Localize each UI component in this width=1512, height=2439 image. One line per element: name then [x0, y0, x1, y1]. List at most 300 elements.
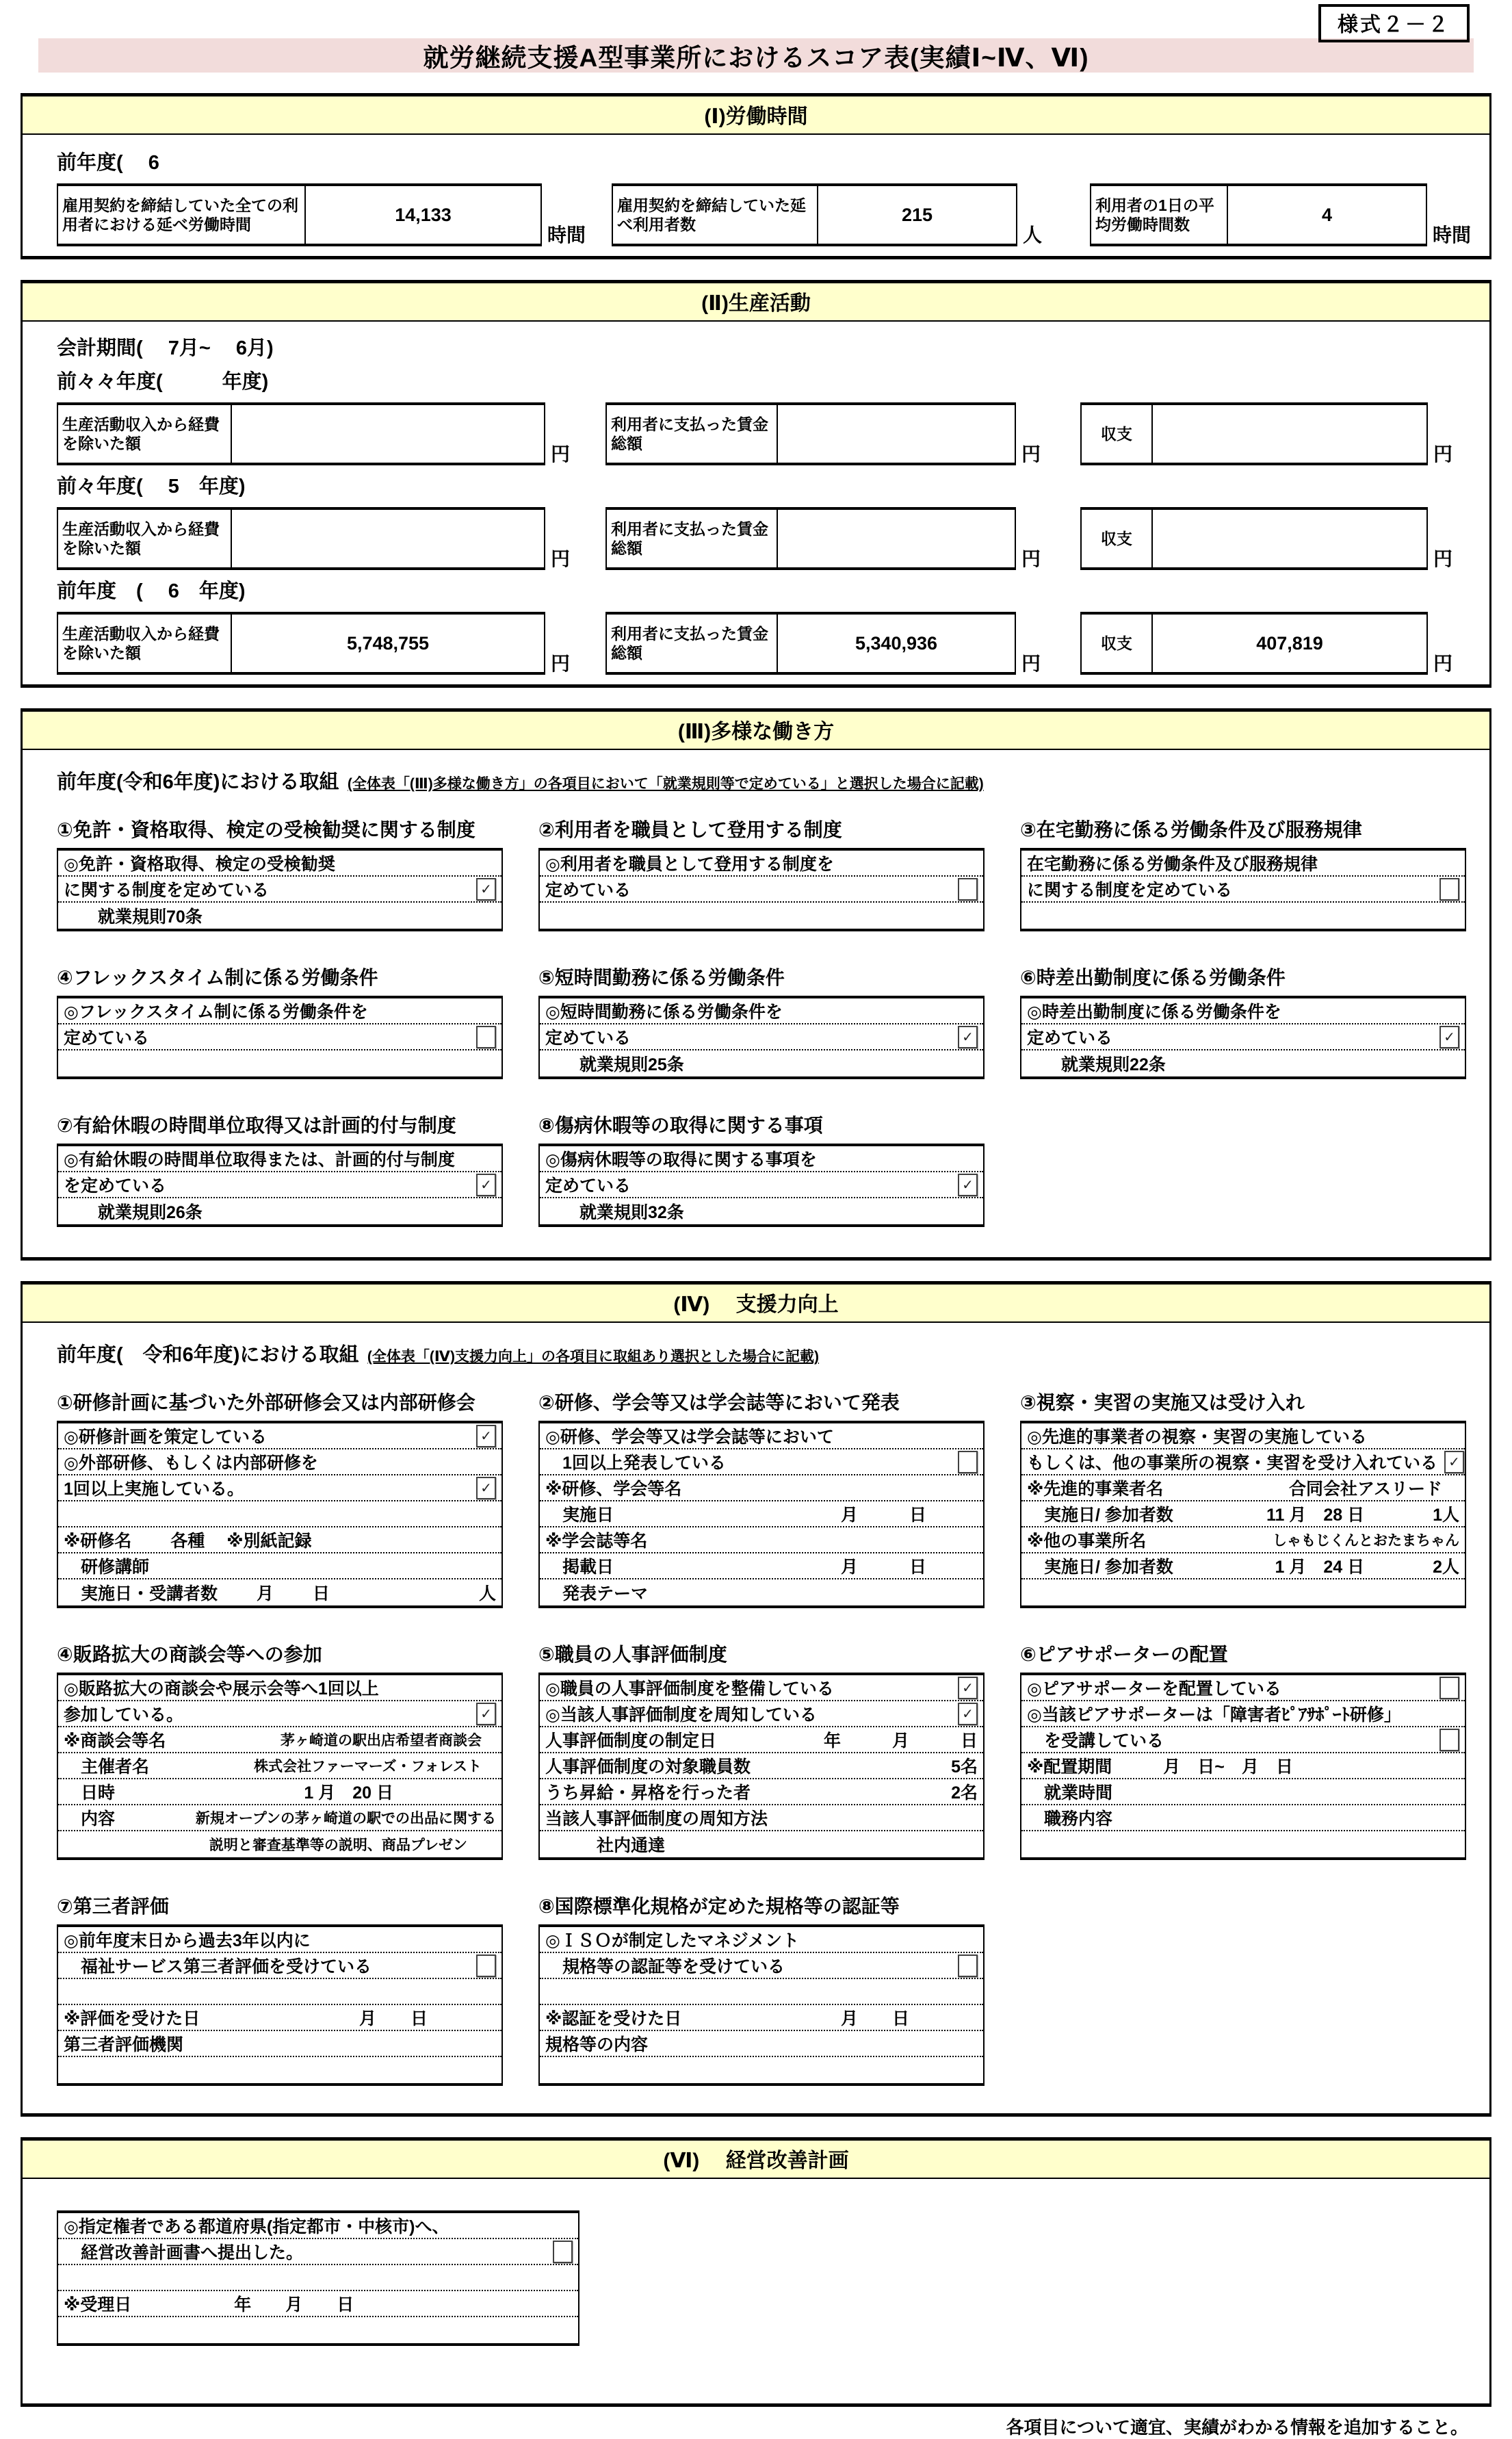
box-row [540, 1805, 983, 1831]
field-label: 利用者に支払った賃金総額 [607, 510, 778, 567]
checkbox[interactable] [958, 1954, 978, 1977]
row-value: 月 日 [359, 2009, 496, 2028]
item-box [1020, 1640, 1466, 1860]
row-text: ◎外部研修、もしくは内部研修を [64, 1454, 318, 1473]
box-row [58, 1527, 501, 1553]
box-row [540, 1050, 983, 1076]
item-box-title: ⑦有給休暇の時間単位取得又は計画的付与制度 [57, 1115, 456, 1136]
field-group [605, 507, 1041, 570]
checkbox[interactable] [958, 878, 978, 901]
page-title: 就労継続支援А型事業所におけるスコア表(実績Ⅰ~Ⅳ、Ⅵ) [38, 38, 1474, 73]
box-row [58, 1501, 501, 1527]
checkbox[interactable] [958, 1451, 978, 1473]
row-text: 発表テーマ [545, 1584, 649, 1603]
box-row [1021, 1449, 1465, 1475]
box-row [58, 1172, 501, 1198]
item-box-body [538, 1144, 985, 1227]
row-text: ※他の事業所名 [1027, 1532, 1147, 1551]
row-text: 経営改善計画書へ提出した。 [64, 2243, 304, 2262]
checkbox[interactable]: ✓ [958, 1703, 978, 1725]
field-label: 生産活動収入から経費を除いた額 [58, 405, 232, 463]
field-unit: 円 [1433, 443, 1453, 465]
field-label: 利用者に支払った賃金総額 [607, 615, 778, 672]
row-text: 就業規則32条 [545, 1203, 684, 1222]
field-label: 生産活動収入から経費を除いた額 [58, 615, 232, 672]
box-row [540, 2057, 983, 2083]
item-box [57, 1388, 503, 1608]
box-row [58, 1727, 501, 1753]
box-row [1021, 1753, 1465, 1779]
item-box-title: ⑤職員の人事評価制度 [538, 1644, 727, 1665]
box-row [58, 1553, 501, 1579]
item-box [57, 1640, 503, 1860]
fields-row [57, 183, 1472, 246]
box-row [58, 1675, 501, 1701]
subtitle-note: (全体表「(Ⅳ)支援力向上」の各項目に取組あり選択とした場合に記載) [367, 1349, 819, 1365]
row-text: 福祉サービス第三者評価を受けている [64, 1957, 372, 1976]
row-text: 職務内容 [1027, 1809, 1113, 1829]
row-text: 研修講師 [64, 1558, 150, 1577]
item-box-title: ②研修、学会等又は学会誌等において発表 [538, 1392, 900, 1413]
box-row [1021, 1553, 1465, 1579]
item-box-body [1020, 996, 1466, 1079]
box-row [58, 2005, 501, 2031]
row-text: 内容 [64, 1809, 116, 1829]
item-box-body [57, 1673, 503, 1860]
row-text: 実施日・受講者数 月 日 [64, 1584, 330, 1603]
field-box [57, 183, 542, 246]
item-box-title: ④フレックスタイム制に係る労働条件 [57, 967, 378, 988]
box-row [540, 903, 983, 929]
box-row [58, 1198, 501, 1224]
item-box-title: ⑥ピアサポーターの配置 [1020, 1644, 1228, 1665]
box-row [1021, 1024, 1465, 1050]
row-value: しゃもじくんとおたまちゃん [1273, 1533, 1459, 1549]
item-box-body [57, 1144, 503, 1227]
row-text: ◎ピアサポーターを配置している [1027, 1679, 1281, 1699]
box-row [540, 2031, 983, 2057]
fields-row [57, 402, 1472, 465]
box-row [58, 1753, 501, 1779]
row-text: 実施日/ 参加者数 [1027, 1558, 1173, 1577]
year-label: 前々々年度( 年度) [57, 371, 269, 393]
row-text: ◎ＩＳＯが制定したマネジメント [545, 1931, 800, 1950]
field-label: 雇用契約を締結していた全ての利用者における延べ労働時間 [58, 186, 306, 244]
item-box [538, 1111, 985, 1227]
item-box-title: ⑦第三者評価 [57, 1896, 169, 1917]
box-row [1021, 1831, 1465, 1857]
field-label: 生産活動収入から経費を除いた額 [58, 510, 232, 567]
row-text: 就業規則22条 [1027, 1055, 1166, 1074]
row-text: ◎免許・資格取得、検定の受検勧奨 [64, 855, 335, 874]
box-row [540, 1831, 983, 1857]
footer-note: 各項目について適宜、実績がわかる情報を追加すること。 [1006, 2417, 1468, 2438]
row-text: ※受理日 年 月 日 [64, 2295, 354, 2314]
field-unit: 時間 [547, 224, 586, 246]
row-text: ※評価を受けた日 [64, 2009, 200, 2028]
field-group [605, 612, 1041, 675]
item-box [538, 963, 985, 1079]
box-row [58, 1475, 501, 1501]
item-box-body [57, 1924, 503, 2086]
field-group [57, 402, 570, 465]
field-value[interactable]: 4 [1322, 204, 1333, 225]
item-box-body [1020, 848, 1466, 931]
item-box-body [538, 1421, 985, 1608]
box-row [540, 1727, 983, 1753]
section-header: (Ⅱ)生産活動 [23, 283, 1489, 322]
fields-row [57, 507, 1472, 570]
checkbox[interactable]: ✓ [958, 1174, 978, 1196]
box-row [1021, 1579, 1465, 1605]
checkbox[interactable]: ✓ [958, 1026, 978, 1048]
box-row [1021, 1675, 1465, 1701]
field-value[interactable] [1153, 405, 1426, 463]
section-header: (Ⅰ)労働時間 [23, 96, 1489, 135]
field-label: 収支 [1082, 405, 1153, 463]
section-production [21, 280, 1491, 688]
box-row [58, 1449, 501, 1475]
box-row [540, 1198, 983, 1224]
row-text: ◎短時間勤務に係る労働条件を [545, 1003, 783, 1022]
box-row [58, 998, 501, 1024]
row-value: 合同会社アスリード [1288, 1480, 1459, 1499]
field-unit: 円 [551, 653, 571, 674]
field-box [612, 183, 1017, 246]
box-row [58, 2239, 578, 2265]
item-box-title: ⑧傷病休暇等の取得に関する事項 [538, 1115, 823, 1136]
row-text: 主催者名 [64, 1757, 150, 1777]
row-value: 5名 [951, 1757, 978, 1777]
row-text: 在宅勤務に係る労働条件及び服務規律 [1027, 855, 1318, 874]
box-row [540, 1927, 983, 1953]
box-row [1021, 1805, 1465, 1831]
section-labor-time [21, 93, 1491, 259]
box-row [540, 877, 983, 903]
row-text: 人事評価制度の対象職員数 [545, 1757, 751, 1777]
checkbox[interactable] [1439, 878, 1459, 901]
field-value[interactable]: 407,819 [1256, 632, 1323, 654]
field-group [612, 183, 1042, 246]
box-row [1021, 1423, 1465, 1449]
checkbox[interactable]: ✓ [476, 1477, 496, 1499]
box-row [58, 1779, 501, 1805]
box-row [540, 1701, 983, 1727]
box-row [58, 2317, 578, 2343]
row-text: ※研修、学会等名 [545, 1480, 682, 1499]
field-box [57, 612, 545, 675]
field-value[interactable] [778, 405, 1015, 463]
subtitle-line [57, 766, 1472, 795]
item-box [538, 815, 985, 931]
checkbox[interactable] [1439, 1677, 1459, 1699]
item-box-title: ⑥時差出勤制度に係る労働条件 [1020, 967, 1286, 988]
form-code-box: 様式２－２ [1318, 4, 1470, 42]
box-row [58, 1146, 501, 1172]
field-value[interactable] [232, 405, 544, 463]
row-text: ◎研修計画を策定している [64, 1428, 267, 1447]
box-row [540, 1501, 983, 1527]
item-box-body [1020, 1673, 1466, 1860]
field-unit: 時間 [1433, 224, 1472, 246]
box-row [1021, 903, 1465, 929]
section-header: (Ⅵ) 経営改善計画 [23, 2141, 1489, 2179]
row-text: ◎当該ピアサポーターは「障害者ﾋﾟｱｻﾎﾟｰﾄ研修」 [1027, 1705, 1401, 1725]
section-diverse-workstyles [21, 708, 1491, 1261]
field-box [57, 402, 545, 465]
box-row [1021, 998, 1465, 1024]
field-label: 収支 [1082, 615, 1153, 672]
row-text: ◎職員の人事評価制度を整備している [545, 1679, 834, 1699]
checkbox[interactable]: ✓ [476, 878, 496, 901]
box-row [540, 1527, 983, 1553]
row-text: 実施日 [545, 1506, 614, 1525]
item-box-title: ④販路拡大の商談会等への参加 [57, 1644, 322, 1665]
field-unit: 人 [1023, 224, 1043, 246]
section-body [23, 750, 1489, 1257]
row-text: ◎利用者を職員として登用する制度を [545, 855, 834, 874]
field-box [605, 507, 1016, 570]
field-unit: 円 [1433, 548, 1453, 569]
subtitle-line [57, 1339, 1472, 1367]
row-text: ◎研修、学会等又は学会誌等において [545, 1428, 834, 1447]
box-row [1021, 1475, 1465, 1501]
row-text: ◎指定権者である都道府県(指定都市・中核市)へ、 [64, 2217, 449, 2236]
box-row [58, 1979, 501, 2005]
box-row [58, 1953, 501, 1979]
field-group [605, 402, 1041, 465]
box-row [540, 1753, 983, 1779]
box-row [58, 1831, 501, 1857]
field-value[interactable] [1153, 510, 1426, 567]
row-text: 第三者評価機関 [64, 2035, 184, 2054]
box-row [58, 1701, 501, 1727]
row-value: 新規オープンの茅ヶ崎道の駅での出品に関する [195, 1811, 496, 1827]
checkbox[interactable] [476, 1026, 496, 1048]
checkbox[interactable] [1439, 1729, 1459, 1751]
row-text: 定めている [545, 881, 631, 900]
row-value: 茅ヶ崎道の駅出店希望者商談会 [281, 1733, 496, 1748]
box-row [1021, 877, 1465, 903]
item-box-body [57, 2210, 579, 2346]
item-box-title: ①免許・資格取得、検定の受検勧奨に関する制度 [57, 819, 475, 840]
box-row [58, 2265, 578, 2291]
box-row [540, 1779, 983, 1805]
fields-row [57, 612, 1472, 675]
subtitle: 前年度( 令和6年度)における取組 [57, 1344, 359, 1366]
field-value[interactable]: 14,133 [395, 204, 452, 225]
box-row [540, 2005, 983, 2031]
row-text: ◎販路拡大の商談会や展示会等へ1回以上 [64, 1679, 379, 1699]
row-value: 月 日 [840, 1506, 978, 1525]
row-text: 規格等の内容 [545, 2035, 649, 2054]
item-box-body [538, 996, 985, 1079]
year-label: 前々年度( 5 年度) [57, 476, 246, 498]
field-value[interactable]: 5,748,755 [346, 632, 430, 654]
row-text: 就業時間 [1027, 1783, 1113, 1803]
box-row [540, 1146, 983, 1172]
item-box-title: ③在宅勤務に係る労働条件及び服務規律 [1020, 819, 1362, 840]
field-group [57, 612, 570, 675]
item-box-title: ⑤短時間勤務に係る労働条件 [538, 967, 785, 988]
row-text: に関する制度を定めている [1027, 881, 1233, 900]
field-label: 利用者の1日の平均労働時間数 [1091, 186, 1228, 244]
item-box-body [57, 1421, 503, 1608]
box-row [540, 1475, 983, 1501]
year-label: 前年度 ( 6 年度) [57, 580, 246, 602]
items-grid [57, 2210, 1472, 2346]
field-group [1090, 183, 1471, 246]
box-row [540, 1024, 983, 1050]
row-text: 1回以上発表している [545, 1454, 726, 1473]
row-text: もしくは、他の事業所の視察・実習を受け入れている [1027, 1454, 1438, 1473]
box-row [58, 877, 501, 903]
box-row [58, 1050, 501, 1076]
checkbox[interactable]: ✓ [476, 1174, 496, 1196]
field-box [57, 507, 545, 570]
checkbox[interactable]: ✓ [1439, 1026, 1459, 1048]
field-group [1080, 402, 1452, 465]
subtitle: 前年度(令和6年度)における取組 [57, 771, 339, 793]
items-grid [57, 815, 1472, 1227]
box-row [58, 2213, 578, 2239]
field-label: 利用者に支払った賃金総額 [607, 405, 778, 463]
field-box [1080, 612, 1428, 675]
field-box [605, 612, 1016, 675]
checkbox[interactable]: ✓ [476, 1425, 496, 1447]
row-value: 1 月 20 日 [304, 1783, 496, 1803]
field-unit: 円 [1433, 653, 1453, 674]
box-row [58, 2031, 501, 2057]
box-row [540, 1553, 983, 1579]
item-box-title: ①研修計画に基づいた外部研修会又は内部研修会 [57, 1392, 475, 1413]
row-text: ◎先進的事業者の視察・実習の実施している [1027, 1428, 1367, 1447]
item-box [57, 815, 503, 931]
field-label: 収支 [1082, 510, 1153, 567]
field-unit: 円 [551, 443, 571, 465]
item-box [57, 2210, 1472, 2346]
checkbox[interactable] [476, 1954, 496, 1977]
box-row [58, 1024, 501, 1050]
row-text: 実施日/ 参加者数 [1027, 1506, 1173, 1525]
items-grid [57, 1388, 1472, 2086]
box-row [540, 1675, 983, 1701]
year-label: 前年度( 6 [57, 152, 159, 174]
row-value: 11 月 28 日 1人 [1266, 1506, 1459, 1525]
row-text: 定めている [1027, 1029, 1113, 1048]
box-row [540, 998, 983, 1024]
row-text: 規格等の認証等を受けている [545, 1957, 785, 1976]
row-text: ※研修名 各種 ※別紙記録 [64, 1532, 312, 1551]
row-text: ◎前年度末日から過去3年以内に [64, 1931, 311, 1950]
item-box [538, 1892, 985, 2086]
box-row [540, 1953, 983, 1979]
row-text: 社内通達 [545, 1836, 666, 1855]
box-row [58, 1423, 501, 1449]
item-box-body [538, 1673, 985, 1860]
item-box-body [1020, 1421, 1466, 1608]
row-text: を受講している [1027, 1731, 1164, 1751]
box-row [540, 1172, 983, 1198]
section-body [23, 322, 1489, 684]
row-text: ◎当該人事評価制度を周知している [545, 1705, 817, 1725]
field-box [1080, 402, 1428, 465]
row-value: 人 [478, 1584, 496, 1603]
field-box [605, 402, 1016, 465]
row-value: 説明と審査基準等の説明、商品プレゼン [209, 1837, 496, 1853]
row-text: 就業規則70条 [64, 907, 203, 927]
row-value: 2名 [951, 1783, 978, 1803]
field-value[interactable] [778, 510, 1015, 567]
row-text: 日時 [64, 1783, 116, 1803]
row-text: 定めている [545, 1176, 631, 1196]
row-text: ◎時差出勤制度に係る労働条件を [1027, 1003, 1281, 1022]
box-row [1021, 1050, 1465, 1076]
box-row [540, 1423, 983, 1449]
row-text: ◎フレックスタイム制に係る労働条件を [64, 1003, 368, 1022]
row-text: に関する制度を定めている [64, 881, 270, 900]
section-body [23, 135, 1489, 256]
box-row [58, 1579, 501, 1605]
box-row [540, 1979, 983, 2005]
item-box [538, 1388, 985, 1608]
checkbox[interactable]: ✓ [476, 1703, 496, 1725]
row-value: 1 月 24 日 2人 [1275, 1558, 1459, 1577]
row-text: ※商談会等名 [64, 1731, 166, 1751]
item-box [538, 1640, 985, 1860]
item-box [57, 1892, 503, 2086]
box-row [540, 1449, 983, 1475]
field-value[interactable]: 215 [901, 204, 933, 225]
item-box [57, 963, 503, 1079]
row-value: 月 日 [840, 1558, 978, 1577]
row-value: 年 月 日 [823, 1731, 978, 1751]
item-box [1020, 963, 1466, 1079]
row-text: 参加している。 [64, 1705, 184, 1725]
box-row [1021, 1501, 1465, 1527]
checkbox[interactable]: ✓ [1444, 1451, 1464, 1473]
item-box [1020, 1388, 1466, 1608]
field-value[interactable]: 5,340,936 [855, 632, 938, 654]
field-value[interactable] [232, 510, 544, 567]
row-text: 人事評価制度の制定日 [545, 1731, 717, 1751]
field-unit: 円 [1021, 443, 1041, 465]
checkbox[interactable] [553, 2241, 573, 2263]
row-text: 就業規則25条 [545, 1055, 684, 1074]
field-unit: 円 [1021, 653, 1041, 674]
row-text: うち昇給・昇格を行った者 [545, 1783, 751, 1803]
field-box [1080, 507, 1428, 570]
item-box-body [538, 848, 985, 931]
item-box-title: ②利用者を職員として登用する制度 [538, 819, 842, 840]
section-support-improvement [21, 1281, 1491, 2117]
box-row [1021, 851, 1465, 877]
top-row [21, 4, 1491, 34]
row-value: 月 日 [840, 2009, 978, 2028]
row-text: ※学会誌等名 [545, 1532, 648, 1551]
item-box-title: ③視察・実習の実施又は受け入れ [1020, 1392, 1305, 1413]
box-row [58, 2291, 578, 2317]
section-body [23, 2179, 1489, 2403]
box-row [1021, 1701, 1465, 1727]
item-box [57, 1111, 503, 1227]
checkbox[interactable]: ✓ [958, 1677, 978, 1699]
row-text: 就業規則26条 [64, 1203, 203, 1222]
section-management-improvement-plan [21, 2137, 1491, 2407]
row-text: 掲載日 [545, 1558, 614, 1577]
item-box-body [538, 1924, 985, 2086]
item-box-body [57, 996, 503, 1079]
